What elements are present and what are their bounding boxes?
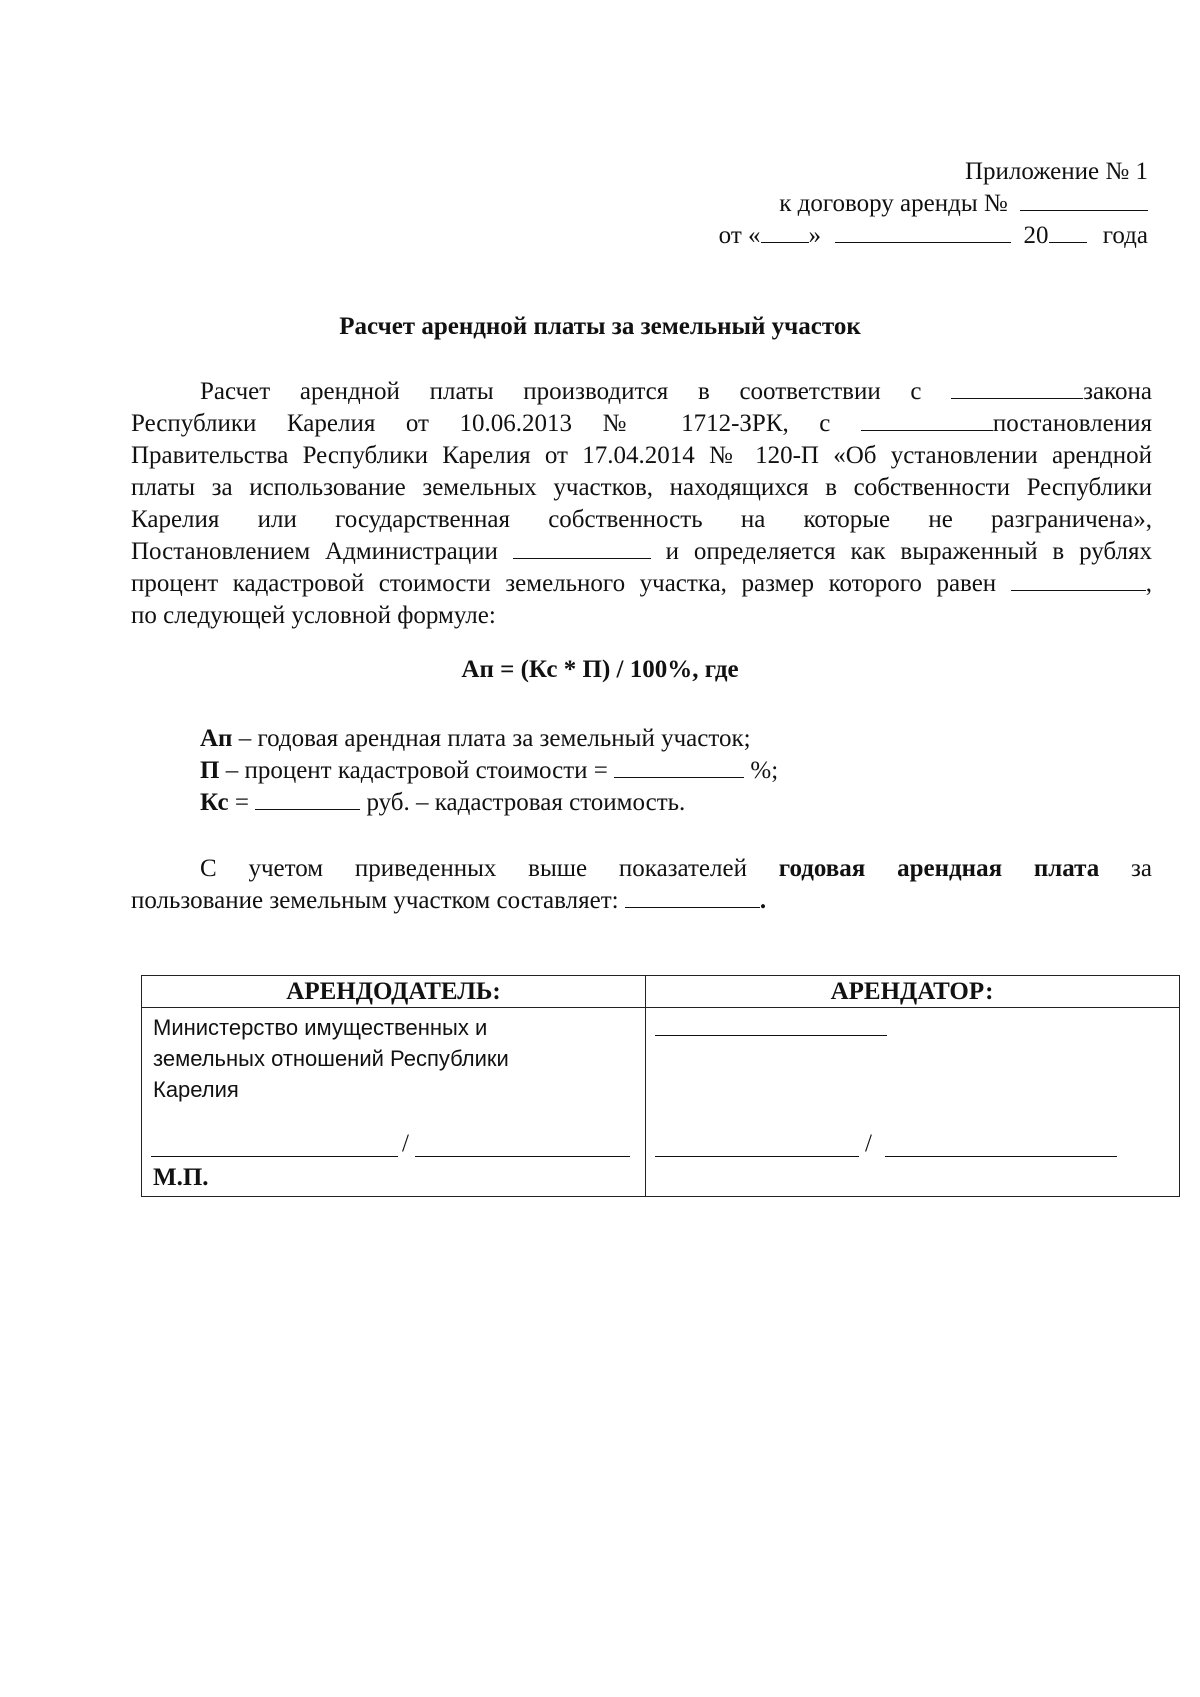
document-title: Расчет арендной платы за земельный участок	[339, 313, 861, 340]
contract-number-line	[779, 188, 1148, 220]
paragraph2-line2	[131, 885, 766, 917]
paragraph2-line1	[200, 853, 1152, 885]
definition-ap-term: Ап	[200, 725, 233, 752]
landlord-name-sign-blank[interactable]	[415, 1156, 630, 1157]
p2-l2-text: пользование земельным участком составляет:	[131, 887, 625, 914]
tenant-signature-slash: /	[865, 1130, 872, 1157]
annual-rent-blank[interactable]	[625, 885, 760, 908]
definition-p-term: П	[200, 757, 220, 784]
tenant-name-sign-blank[interactable]	[885, 1156, 1117, 1157]
cadastral-size-blank[interactable]	[1011, 568, 1146, 591]
date-day-blank[interactable]	[761, 220, 809, 243]
date-quote-close: »	[808, 222, 822, 249]
definition-p-text: – процент кадастровой стоимости =	[219, 757, 615, 784]
paragraph1-line8: по следующей условной формуле:	[131, 602, 496, 629]
tenant-signature-blank[interactable]	[655, 1156, 859, 1157]
p1-l2-text: Республики Карелия от 10.06.2013 № 1712-ЗРК, с	[131, 410, 831, 437]
definition-ap-text: – годовая арендная плата за земельный участок;	[232, 725, 751, 752]
p2-l1-end: за	[1131, 855, 1153, 882]
date-month-blank[interactable]	[835, 220, 1011, 243]
p2-l1-text: С учетом приведенных выше показателей	[200, 855, 747, 882]
p1-l1-end: закона	[1083, 378, 1152, 405]
table-header-divider	[142, 1007, 1179, 1008]
p1-l7-comma: ,	[1145, 570, 1153, 597]
date-year-blank[interactable]	[1049, 220, 1087, 243]
cadastral-value-blank[interactable]	[255, 787, 360, 810]
p1-l6-end: и определяется как выраженный в рублях	[665, 538, 1152, 565]
landlord-header: АРЕНДОДАТЕЛЬ:	[286, 978, 501, 1005]
p1-l2-end: постановления	[992, 410, 1152, 437]
date-from-label: от «	[718, 222, 761, 249]
appendix-number: Приложение № 1	[964, 158, 1148, 185]
definition-kc-term: Кс	[200, 789, 229, 816]
definition-kc	[200, 787, 685, 819]
landlord-name-line3: Карелия	[153, 1077, 239, 1102]
paragraph1-line7	[131, 568, 1152, 600]
paragraph1-line1	[200, 376, 1152, 408]
resolution-blank[interactable]	[861, 408, 993, 431]
landlord-name-line1: Министерство имущественных и	[153, 1015, 488, 1040]
contract-number-label: к договору аренды №	[779, 190, 1008, 217]
landlord-signature-blank[interactable]	[151, 1156, 398, 1157]
definition-kc-eq: =	[228, 789, 256, 816]
definition-ap	[200, 723, 751, 755]
paragraph1-line3: Правительства Республики Карелия от 17.04.2014 № 120-П «Об установлении арендной	[131, 442, 1152, 469]
paragraph1-line4: платы за использование земельных участков, находящихся в собственности Республики	[131, 474, 1152, 501]
p1-l7-text: процент кадастровой стоимости земельного участка, размер которого равен	[131, 570, 997, 597]
tenant-header: АРЕНДАТОР:	[830, 978, 994, 1005]
contract-date-line	[719, 220, 1148, 252]
stamp-label: М.П.	[153, 1164, 209, 1191]
landlord-signature-slash: /	[402, 1130, 409, 1157]
p2-l2-dot: .	[759, 887, 767, 914]
signature-table	[141, 975, 1180, 1197]
definition-p	[200, 755, 778, 787]
administration-blank[interactable]	[513, 536, 651, 559]
p2-l1-bold: годовая арендная плата	[778, 855, 1100, 882]
date-year-suffix: года	[1102, 222, 1148, 249]
definition-p-unit: %;	[744, 757, 779, 784]
contract-number-blank[interactable]	[1020, 188, 1148, 211]
paragraph1-line5: Карелия или государственная собственность на которые не разграничена»,	[131, 506, 1152, 533]
table-column-divider	[645, 976, 646, 1196]
law-blank[interactable]	[951, 376, 1083, 399]
paragraph1-line6	[131, 536, 1152, 568]
date-year-prefix: 20	[1023, 222, 1049, 249]
landlord-name-line2: земельных отношений Республики	[153, 1046, 509, 1071]
definition-kc-text: руб. – кадастровая стоимость.	[360, 789, 686, 816]
p1-l6-text: Постановлением Администрации	[131, 538, 498, 565]
tenant-name-blank[interactable]	[655, 1035, 887, 1036]
percent-blank[interactable]	[614, 755, 744, 778]
paragraph1-line2	[131, 408, 1152, 440]
rent-formula: Ап = (Кс * П) / 100%, где	[461, 656, 739, 683]
p1-l1-text: Расчет арендной платы производится в соответствии с	[200, 378, 922, 405]
